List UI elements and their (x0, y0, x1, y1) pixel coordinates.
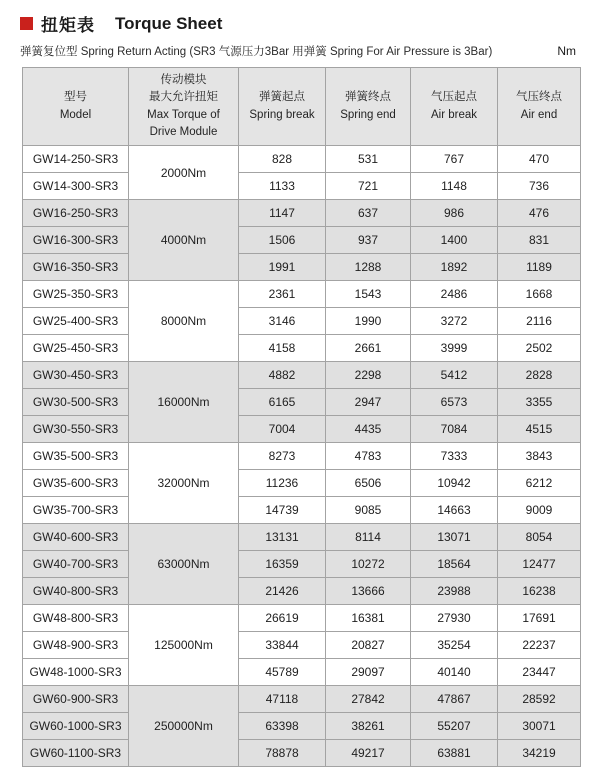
col-header-spring-break (239, 68, 326, 146)
model-cell: GW16-250-SR3 (23, 200, 129, 227)
spring-end-cell: 29097 (326, 659, 411, 686)
spring-end-cell: 6506 (326, 470, 411, 497)
model-cell: GW35-600-SR3 (23, 470, 129, 497)
model-cell: GW30-500-SR3 (23, 389, 129, 416)
air-end-cell: 4515 (498, 416, 581, 443)
model-cell: GW40-700-SR3 (23, 551, 129, 578)
model-cell: GW48-800-SR3 (23, 605, 129, 632)
air-end-cell: 8054 (498, 524, 581, 551)
spring-break-cell: 8273 (239, 443, 326, 470)
spring-end-cell: 1990 (326, 308, 411, 335)
table-row (23, 416, 581, 443)
max-torque-cell: 32000Nm (129, 443, 239, 524)
spring-end-cell: 531 (326, 146, 411, 173)
spring-end-cell: 20827 (326, 632, 411, 659)
spring-break-cell: 1133 (239, 173, 326, 200)
title-zh: 扭矩表 (41, 16, 95, 35)
spring-end-cell: 2661 (326, 335, 411, 362)
spring-break-cell: 828 (239, 146, 326, 173)
air-break-cell: 63881 (411, 740, 498, 767)
header-row (23, 68, 581, 146)
red-square-bullet-icon (20, 17, 33, 30)
table-row (23, 578, 581, 605)
spring-end-cell: 10272 (326, 551, 411, 578)
air-end-cell: 6212 (498, 470, 581, 497)
spring-end-cell: 4435 (326, 416, 411, 443)
table-row (23, 632, 581, 659)
air-end-cell: 470 (498, 146, 581, 173)
model-cell: GW60-1100-SR3 (23, 740, 129, 767)
air-end-cell: 2502 (498, 335, 581, 362)
table-row (23, 605, 581, 632)
model-cell: GW48-900-SR3 (23, 632, 129, 659)
spring-end-cell: 27842 (326, 686, 411, 713)
table-row (23, 227, 581, 254)
model-cell: GW60-1000-SR3 (23, 713, 129, 740)
spring-break-cell: 78878 (239, 740, 326, 767)
air-break-cell: 6573 (411, 389, 498, 416)
air-break-cell: 14663 (411, 497, 498, 524)
col-header-air-break (411, 68, 498, 146)
spring-end-cell: 637 (326, 200, 411, 227)
model-cell: GW16-300-SR3 (23, 227, 129, 254)
col-header-line: Spring end (340, 108, 396, 121)
spring-break-cell: 13131 (239, 524, 326, 551)
spring-break-cell: 63398 (239, 713, 326, 740)
model-cell: GW40-600-SR3 (23, 524, 129, 551)
air-end-cell: 17691 (498, 605, 581, 632)
table-row (23, 254, 581, 281)
model-cell: GW48-1000-SR3 (23, 659, 129, 686)
max-torque-cell: 125000Nm (129, 605, 239, 686)
spring-end-cell: 8114 (326, 524, 411, 551)
spring-end-cell: 13666 (326, 578, 411, 605)
spring-end-cell: 16381 (326, 605, 411, 632)
subtitle-row (20, 43, 578, 59)
air-break-cell: 18564 (411, 551, 498, 578)
spring-break-cell: 4158 (239, 335, 326, 362)
col-header-model (23, 68, 129, 146)
air-break-cell: 986 (411, 200, 498, 227)
col-header-line: 气压起点 (431, 91, 477, 104)
air-end-cell: 1668 (498, 281, 581, 308)
table-row (23, 551, 581, 578)
table-row (23, 281, 581, 308)
col-header-spring-end (326, 68, 411, 146)
table-row (23, 659, 581, 686)
spring-break-cell: 4882 (239, 362, 326, 389)
air-end-cell: 3843 (498, 443, 581, 470)
col-header-max-torque (129, 68, 239, 146)
table-row (23, 443, 581, 470)
spring-break-cell: 16359 (239, 551, 326, 578)
max-torque-cell: 16000Nm (129, 362, 239, 443)
air-break-cell: 23988 (411, 578, 498, 605)
air-break-cell: 1148 (411, 173, 498, 200)
air-end-cell: 1189 (498, 254, 581, 281)
air-end-cell: 22237 (498, 632, 581, 659)
table-row (23, 308, 581, 335)
page-title (0, 0, 600, 36)
col-header-line: Spring break (249, 108, 315, 121)
air-break-cell: 10942 (411, 470, 498, 497)
air-end-cell: 3355 (498, 389, 581, 416)
spring-end-cell: 2298 (326, 362, 411, 389)
max-torque-cell: 4000Nm (129, 200, 239, 281)
table-row (23, 146, 581, 173)
spring-end-cell: 721 (326, 173, 411, 200)
table-row (23, 389, 581, 416)
air-end-cell: 34219 (498, 740, 581, 767)
max-torque-cell: 250000Nm (129, 686, 239, 767)
air-end-cell: 28592 (498, 686, 581, 713)
spring-break-cell: 26619 (239, 605, 326, 632)
model-cell: GW16-350-SR3 (23, 254, 129, 281)
model-cell: GW25-350-SR3 (23, 281, 129, 308)
spring-break-cell: 1991 (239, 254, 326, 281)
air-break-cell: 27930 (411, 605, 498, 632)
air-end-cell: 9009 (498, 497, 581, 524)
spring-break-cell: 2361 (239, 281, 326, 308)
spring-end-cell: 1288 (326, 254, 411, 281)
air-break-cell: 7333 (411, 443, 498, 470)
spring-break-cell: 7004 (239, 416, 326, 443)
air-break-cell: 3272 (411, 308, 498, 335)
air-break-cell: 1892 (411, 254, 498, 281)
subtitle: 弹簧复位型 Spring Return Acting (SR3 气源压力3Bar 用弹簧 Spring For Air Pressure is 3Bar) (20, 46, 493, 58)
model-cell: GW35-700-SR3 (23, 497, 129, 524)
spring-end-cell: 4783 (326, 443, 411, 470)
table-row (23, 200, 581, 227)
air-break-cell: 2486 (411, 281, 498, 308)
col-header-air-end (498, 68, 581, 146)
unit-label: Nm (557, 44, 576, 58)
model-cell: GW40-800-SR3 (23, 578, 129, 605)
col-header-line: 气压终点 (516, 91, 562, 104)
spring-break-cell: 45789 (239, 659, 326, 686)
table-row (23, 713, 581, 740)
model-cell: GW60-900-SR3 (23, 686, 129, 713)
table-row (23, 173, 581, 200)
col-header-line: 传动模块 (160, 74, 207, 86)
col-header-line: Max Torque of (147, 108, 220, 121)
table-row (23, 740, 581, 767)
max-torque-cell: 8000Nm (129, 281, 239, 362)
spring-break-cell: 1506 (239, 227, 326, 254)
air-break-cell: 3999 (411, 335, 498, 362)
air-break-cell: 13071 (411, 524, 498, 551)
spring-end-cell: 937 (326, 227, 411, 254)
air-end-cell: 16238 (498, 578, 581, 605)
table-row (23, 524, 581, 551)
spring-end-cell: 1543 (326, 281, 411, 308)
air-end-cell: 831 (498, 227, 581, 254)
col-header-line: 型号 (64, 91, 87, 104)
col-header-line: Model (59, 108, 92, 121)
col-header-line: 弹簧起点 (259, 91, 305, 104)
col-header-line: Drive Module (149, 125, 218, 138)
spring-end-cell: 9085 (326, 497, 411, 524)
model-cell: GW14-250-SR3 (23, 146, 129, 173)
spring-break-cell: 11236 (239, 470, 326, 497)
model-cell: GW25-450-SR3 (23, 335, 129, 362)
spring-break-cell: 21426 (239, 578, 326, 605)
spring-break-cell: 1147 (239, 200, 326, 227)
air-break-cell: 55207 (411, 713, 498, 740)
air-end-cell: 2828 (498, 362, 581, 389)
col-header-line: Air break (430, 108, 478, 121)
model-cell: GW30-550-SR3 (23, 416, 129, 443)
spring-break-cell: 47118 (239, 686, 326, 713)
spring-break-cell: 33844 (239, 632, 326, 659)
col-header-line: 最大允许扭矩 (149, 91, 218, 104)
torque-table-body (23, 146, 581, 767)
air-end-cell: 736 (498, 173, 581, 200)
table-row (23, 470, 581, 497)
air-break-cell: 5412 (411, 362, 498, 389)
table-row (23, 497, 581, 524)
model-cell: GW14-300-SR3 (23, 173, 129, 200)
model-cell: GW25-400-SR3 (23, 308, 129, 335)
torque-table (22, 67, 581, 767)
air-break-cell: 35254 (411, 632, 498, 659)
air-end-cell: 30071 (498, 713, 581, 740)
air-break-cell: 767 (411, 146, 498, 173)
col-header-line: 弹簧终点 (345, 91, 391, 104)
air-end-cell: 2116 (498, 308, 581, 335)
table-row (23, 362, 581, 389)
torque-table-head (23, 68, 581, 146)
model-cell: GW30-450-SR3 (23, 362, 129, 389)
air-break-cell: 1400 (411, 227, 498, 254)
max-torque-cell: 2000Nm (129, 146, 239, 200)
spring-break-cell: 6165 (239, 389, 326, 416)
air-end-cell: 476 (498, 200, 581, 227)
spring-end-cell: 2947 (326, 389, 411, 416)
col-header-line: Air end (520, 108, 558, 121)
table-row (23, 686, 581, 713)
spring-end-cell: 49217 (326, 740, 411, 767)
model-cell: GW35-500-SR3 (23, 443, 129, 470)
title-en: Torque Sheet (115, 13, 223, 33)
max-torque-cell: 63000Nm (129, 524, 239, 605)
spring-break-cell: 14739 (239, 497, 326, 524)
air-end-cell: 12477 (498, 551, 581, 578)
spring-end-cell: 38261 (326, 713, 411, 740)
table-row (23, 335, 581, 362)
spring-break-cell: 3146 (239, 308, 326, 335)
air-break-cell: 40140 (411, 659, 498, 686)
air-break-cell: 47867 (411, 686, 498, 713)
air-end-cell: 23447 (498, 659, 581, 686)
air-break-cell: 7084 (411, 416, 498, 443)
